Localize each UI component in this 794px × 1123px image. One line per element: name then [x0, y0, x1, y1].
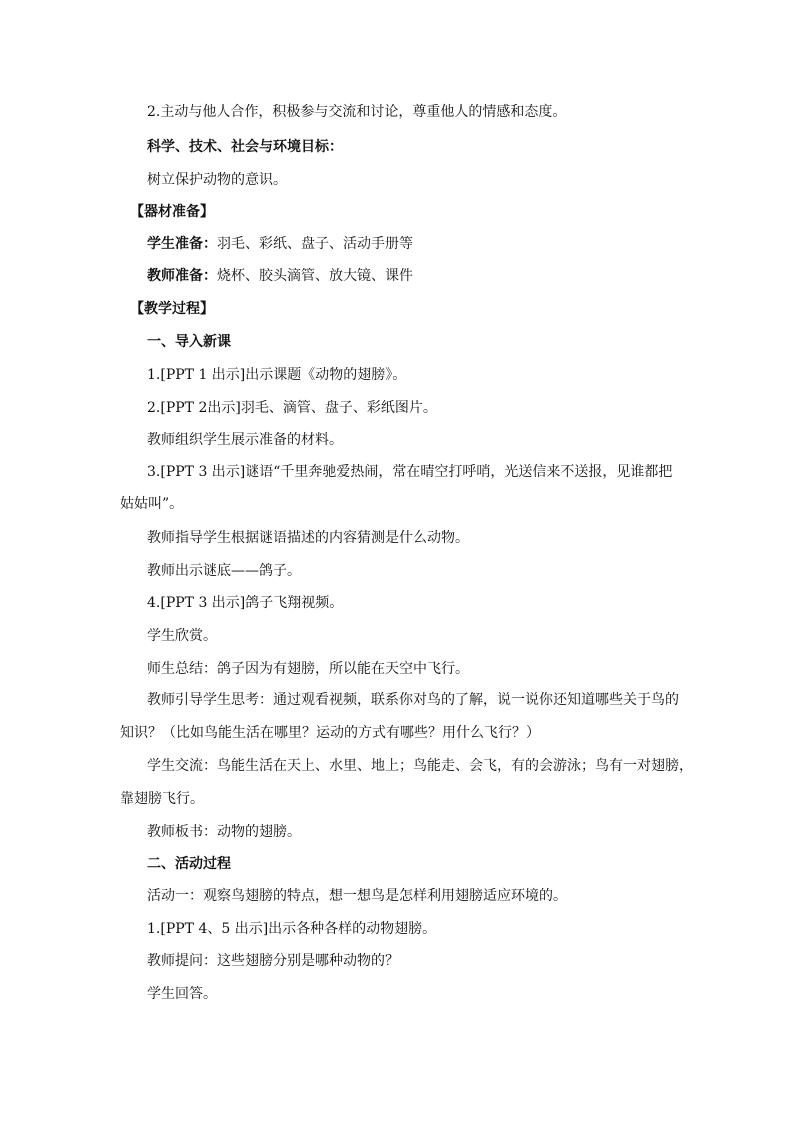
goal-line-2: 2.主动与他人合作，积极参与交流和讨论，尊重他人的情感和态度。	[147, 104, 567, 120]
intro-step-2: 2.[PPT 2出示]羽毛、滴管、盘子、彩纸图片。	[147, 400, 437, 416]
sts-goal-text: 树立保护动物的意识。	[147, 172, 287, 188]
student-prep-line	[147, 235, 413, 253]
teacher-prep-label: 教师准备：	[147, 268, 217, 284]
teacher-prep-line	[147, 267, 413, 285]
board-writing: 教师板书：动物的翅膀。	[147, 824, 301, 840]
intro-section-heading: 一、导入新课	[147, 334, 231, 350]
teacher-prep-items: 烧杯、胶头滴管、放大镜、课件	[217, 268, 413, 284]
teacher-guide-riddle: 教师指导学生根据谜语描述的内容猜测是什么动物。	[147, 530, 469, 546]
student-discussion: 学生交流：鸟能生活在天上、水里、地上；鸟能走、会飞，有的会游泳；鸟有一对翅膀，	[147, 758, 693, 774]
student-prep-label: 学生准备：	[147, 236, 217, 252]
student-answer: 学生回答。	[147, 986, 217, 1002]
riddle-answer: 教师出示谜底——鸽子。	[147, 563, 301, 579]
teacher-question-cont: 知识？（比如鸟能生活在哪里？运动的方式有哪些？用什么飞行？）	[120, 725, 540, 741]
summary-text: 师生总结：鸽子因为有翅膀，所以能在天空中飞行。	[147, 661, 469, 677]
student-discussion-cont: 靠翅膀飞行。	[120, 791, 204, 807]
student-prep-items: 羽毛、彩纸、盘子、活动手册等	[217, 236, 413, 252]
intro-step-3-cont: 姑姑叫”。	[120, 496, 184, 512]
activity-step-1: 1.[PPT 4、5 出示]出示各种各样的动物翅膀。	[147, 921, 437, 937]
student-watch: 学生欣赏。	[147, 628, 217, 644]
activity-one-text: 活动一：观察鸟翅膀的特点，想一想鸟是怎样利用翅膀适应环境的。	[147, 888, 567, 904]
intro-step-4: 4.[PPT 3 出示]鸽子飞翔视频。	[147, 595, 344, 611]
intro-step-3: 3.[PPT 3 出示]谜语“千里奔驰爱热闹，常在晴空打呼哨，光送信来不送报，见谁都把	[147, 464, 673, 480]
sts-goal-heading: 科学、技术、社会与环境目标：	[147, 139, 343, 155]
intro-step-1: 1.[PPT 1 出示]出示课题《动物的翅膀》。	[147, 367, 407, 383]
equipment-heading: 【器材准备】	[130, 204, 214, 220]
teaching-process-heading: 【教学过程】	[130, 301, 214, 317]
teacher-organize-text: 教师组织学生展示准备的材料。	[147, 432, 343, 448]
teacher-ask-text: 教师提问：这些翅膀分别是哪种动物的？	[147, 953, 399, 969]
activity-section-heading: 二、活动过程	[147, 856, 231, 872]
teacher-question-text: 教师引导学生思考：通过观看视频，联系你对鸟的了解，说一说你还知道哪些关于鸟的	[147, 692, 679, 708]
